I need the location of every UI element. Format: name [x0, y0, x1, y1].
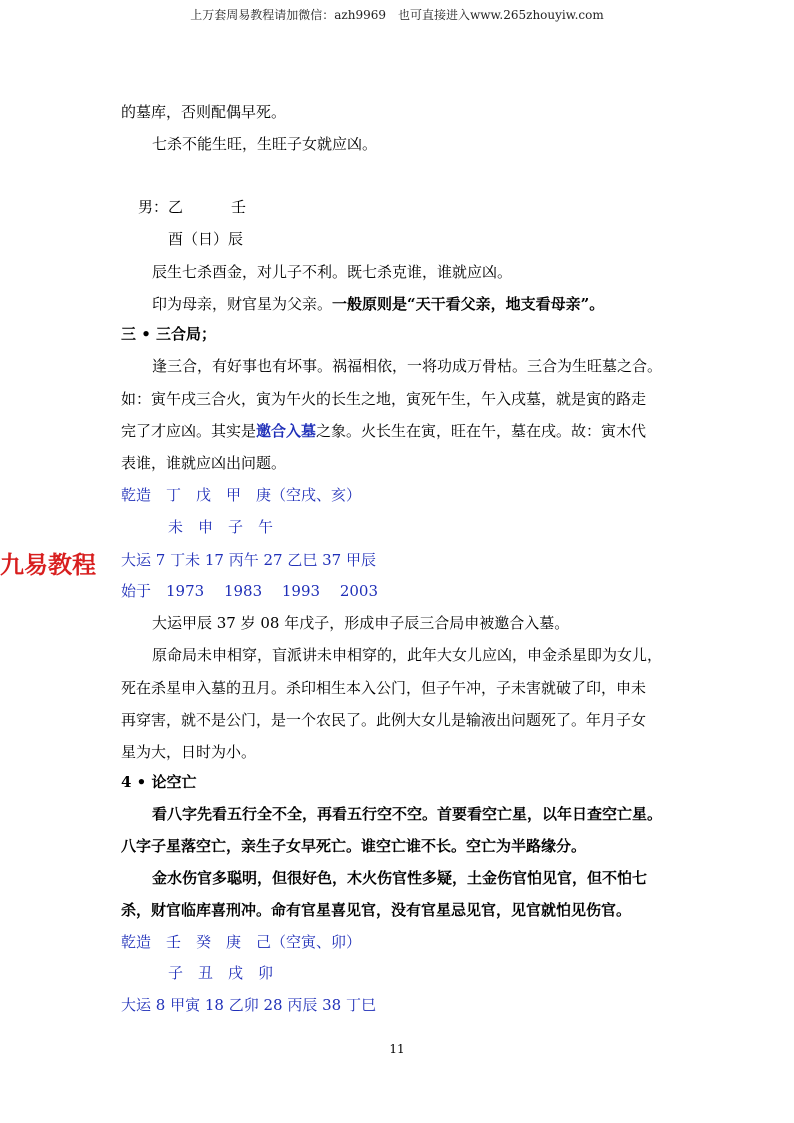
section-heading-3: 三 • 三合局；: [121, 325, 217, 343]
section-heading-4: 4 • 论空亡: [121, 773, 197, 791]
chart-branches: 酉（日）辰: [168, 230, 244, 248]
chart1-years: 始于 1973 1983 1993 2003: [121, 582, 379, 600]
text-line: 辰生七杀酉金，对儿子不利。既七杀克谁，谁就应凶。: [152, 263, 513, 281]
highlight-term: 邀合入墓: [256, 422, 317, 440]
watermark-logo: 九易教程: [0, 551, 96, 579]
text-line: 如：寅午戌三合火，寅为午火的长生之地，寅死午生，午入戌墓，就是寅的路走: [121, 390, 647, 408]
page-header: 上万套周易教程请加微信：azh9969 也可直接进入www.265zhouyiw.com: [190, 8, 604, 22]
chart1-stems: 乾造 丁 戊 甲 庚（空戌、亥）: [121, 486, 362, 504]
chart2-stems: 乾造 壬 癸 庚 己（空寅、卯）: [121, 933, 362, 951]
text-line: [121, 421, 646, 441]
text-plain: 印为母亲，财官星为父亲。: [152, 295, 333, 313]
page-number: 11: [389, 1042, 405, 1056]
text-line: 星为大，日时为小。: [121, 743, 257, 761]
text-line: 大运甲辰 37 岁 08 年戊子，形成申子辰三合局申被邀合入墓。: [152, 614, 570, 632]
text-line: 表谁，谁就应凶出问题。: [121, 454, 287, 472]
bold-line: 看八字先看五行全不全，再看五行空不空。首要看空亡星，以年日查空亡星。: [152, 805, 663, 823]
text-bold: 一般原则是“天干看父亲，地支看母亲”。: [332, 295, 605, 313]
stem-male-yi: 男：乙: [138, 198, 184, 216]
bold-line: 八字子星落空亡，亲生子女早死亡。谁空亡谁不长。空亡为半路缘分。: [121, 837, 587, 855]
text-line: 死在杀星申入墓的丑月。杀印相生本入公门，但子午冲，子未害就破了印，申未: [121, 679, 647, 697]
text-plain: 之象。火长生在寅，旺在午，墓在戌。故：寅木代: [316, 422, 647, 440]
text-line: 原命局未申相穿，盲派讲未申相穿的，此年大女儿应凶，申金杀星即为女儿，: [152, 646, 663, 664]
chart1-branches: 未 申 子 午: [168, 518, 274, 536]
chart1-dayun: 大运 7 丁未 17 丙午 27 乙巳 37 甲辰: [121, 551, 376, 569]
bold-line: 杀，财官临库喜刑冲。命有官星喜见官，没有官星忌见官，见官就怕见伤官。: [121, 901, 632, 919]
text-plain: 完了才应凶。其实是: [121, 422, 257, 440]
chart-stems: [138, 197, 246, 217]
text-line: 的墓库，否则配偶早死。: [121, 103, 287, 121]
chart2-branches: 子 丑 戌 卯: [168, 964, 274, 982]
text-line: [152, 294, 604, 314]
stem-ren: 壬: [231, 198, 247, 216]
bold-line: 金水伤官多聪明，但很好色，木火伤官性多疑，土金伤官怕见官，但不怕七: [152, 869, 648, 887]
text-line: 七杀不能生旺，生旺子女就应凶。: [152, 135, 378, 153]
chart2-dayun: 大运 8 甲寅 18 乙卯 28 丙辰 38 丁巳: [121, 996, 376, 1014]
text-line: 逢三合，有好事也有坏事。祸福相依，一将功成万骨枯。三合为生旺墓之合。: [152, 357, 663, 375]
text-line: 再穿害，就不是公门，是一个农民了。此例大女儿是输液出问题死了。年月子女: [121, 711, 647, 729]
